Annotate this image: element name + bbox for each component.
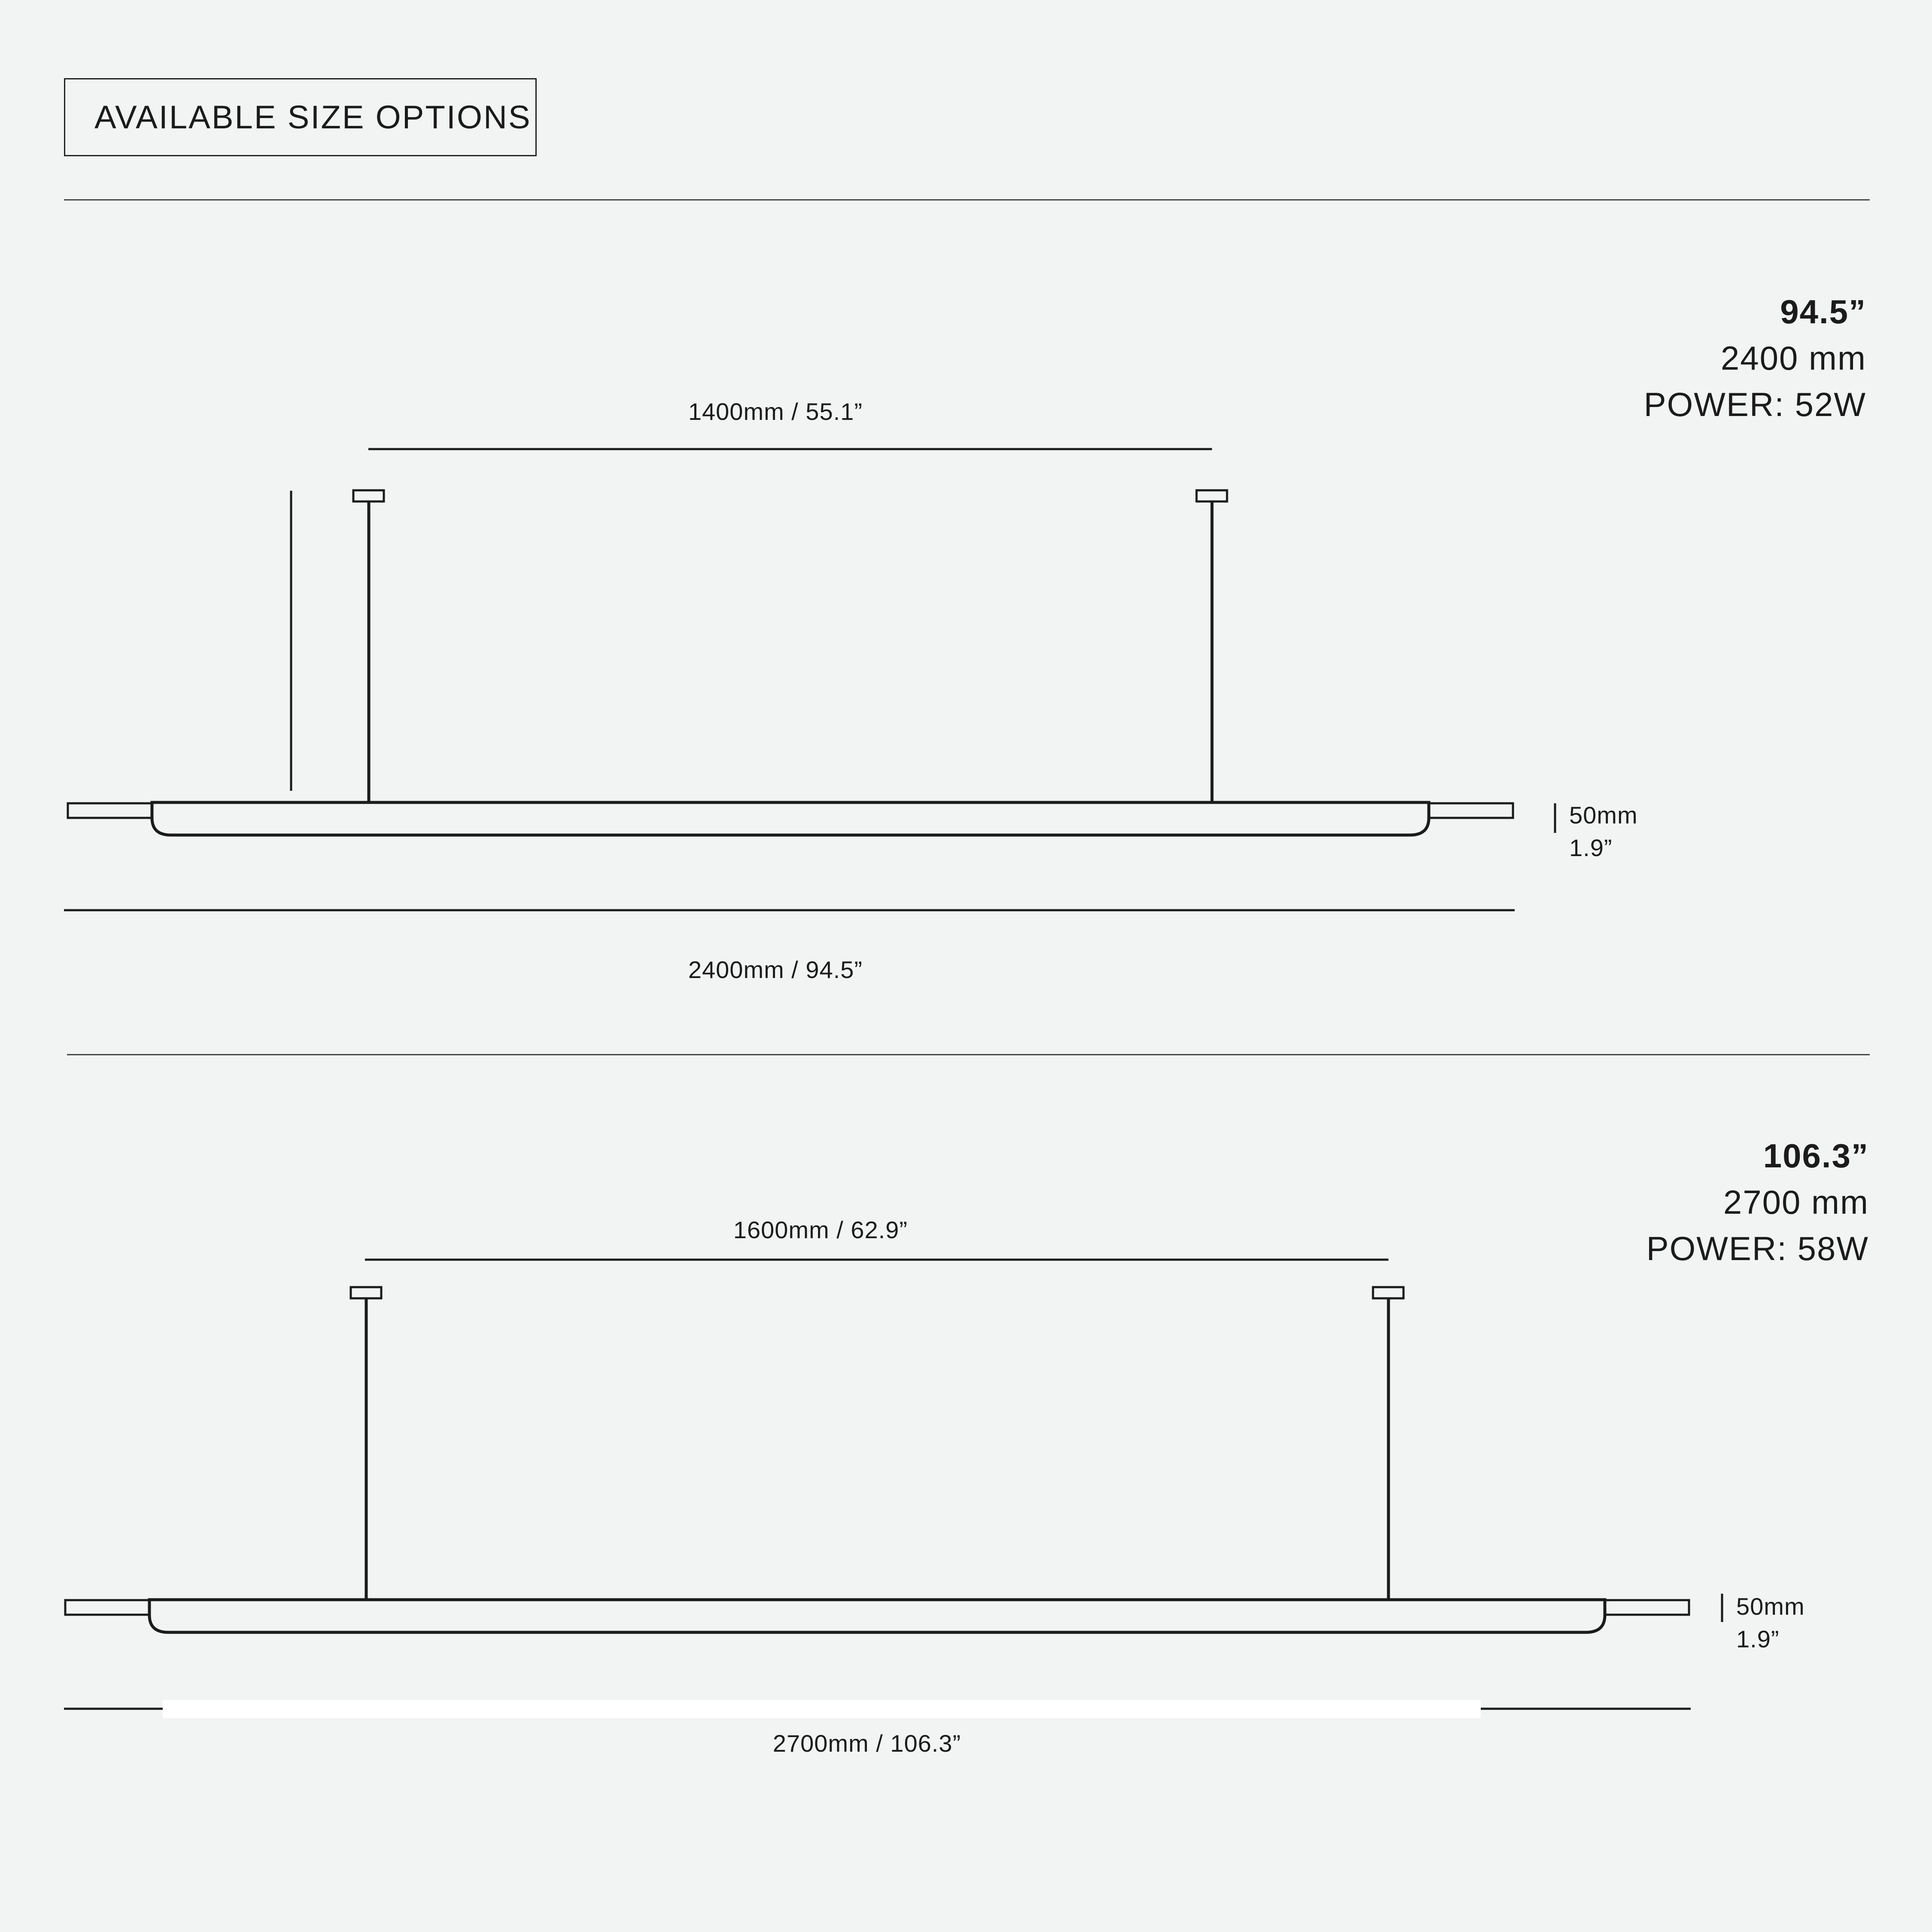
option-1-span-label: 1400mm / 55.1”	[688, 398, 863, 425]
option-2-length-mm: 2700 mm	[1723, 1183, 1869, 1221]
option-2-end-arm-right	[1605, 1600, 1689, 1615]
option-1-drawing	[64, 449, 1555, 910]
option-1-canopy-left	[353, 490, 384, 501]
option-2-power: POWER: 58W	[1646, 1230, 1869, 1267]
option-2-length-inches: 106.3”	[1763, 1137, 1869, 1175]
option-2-drawing	[64, 1260, 1722, 1718]
option-2-canopy-right	[1373, 1287, 1403, 1298]
option-1-height-in: 1.9”	[1569, 834, 1613, 861]
option-1-end-arm-right	[1429, 803, 1513, 818]
option-1-end-arm-left	[68, 803, 152, 818]
option-1-length-inches: 94.5”	[1780, 293, 1866, 331]
option-1-power: POWER: 52W	[1643, 386, 1866, 423]
option-1-length-label: 2400mm / 94.5”	[688, 956, 863, 983]
page-title: AVAILABLE SIZE OPTIONS	[64, 78, 537, 156]
option-2-end-arm-left	[65, 1600, 149, 1615]
option-2-height-in: 1.9”	[1736, 1625, 1780, 1653]
option-1-height-mm: 50mm	[1569, 802, 1638, 829]
option-2-height-mm: 50mm	[1736, 1593, 1805, 1620]
option-2-highlight-strip	[163, 1700, 1481, 1718]
option-2-canopy-left	[351, 1287, 381, 1298]
option-2-length-label: 2700mm / 106.3”	[773, 1730, 961, 1757]
option-1-canopy-right	[1197, 490, 1227, 501]
option-1-length-mm: 2400 mm	[1720, 339, 1866, 377]
option-1-lamp-body	[152, 802, 1429, 835]
option-2-lamp-body	[149, 1600, 1605, 1632]
option-2-span-label: 1600mm / 62.9”	[733, 1216, 908, 1243]
